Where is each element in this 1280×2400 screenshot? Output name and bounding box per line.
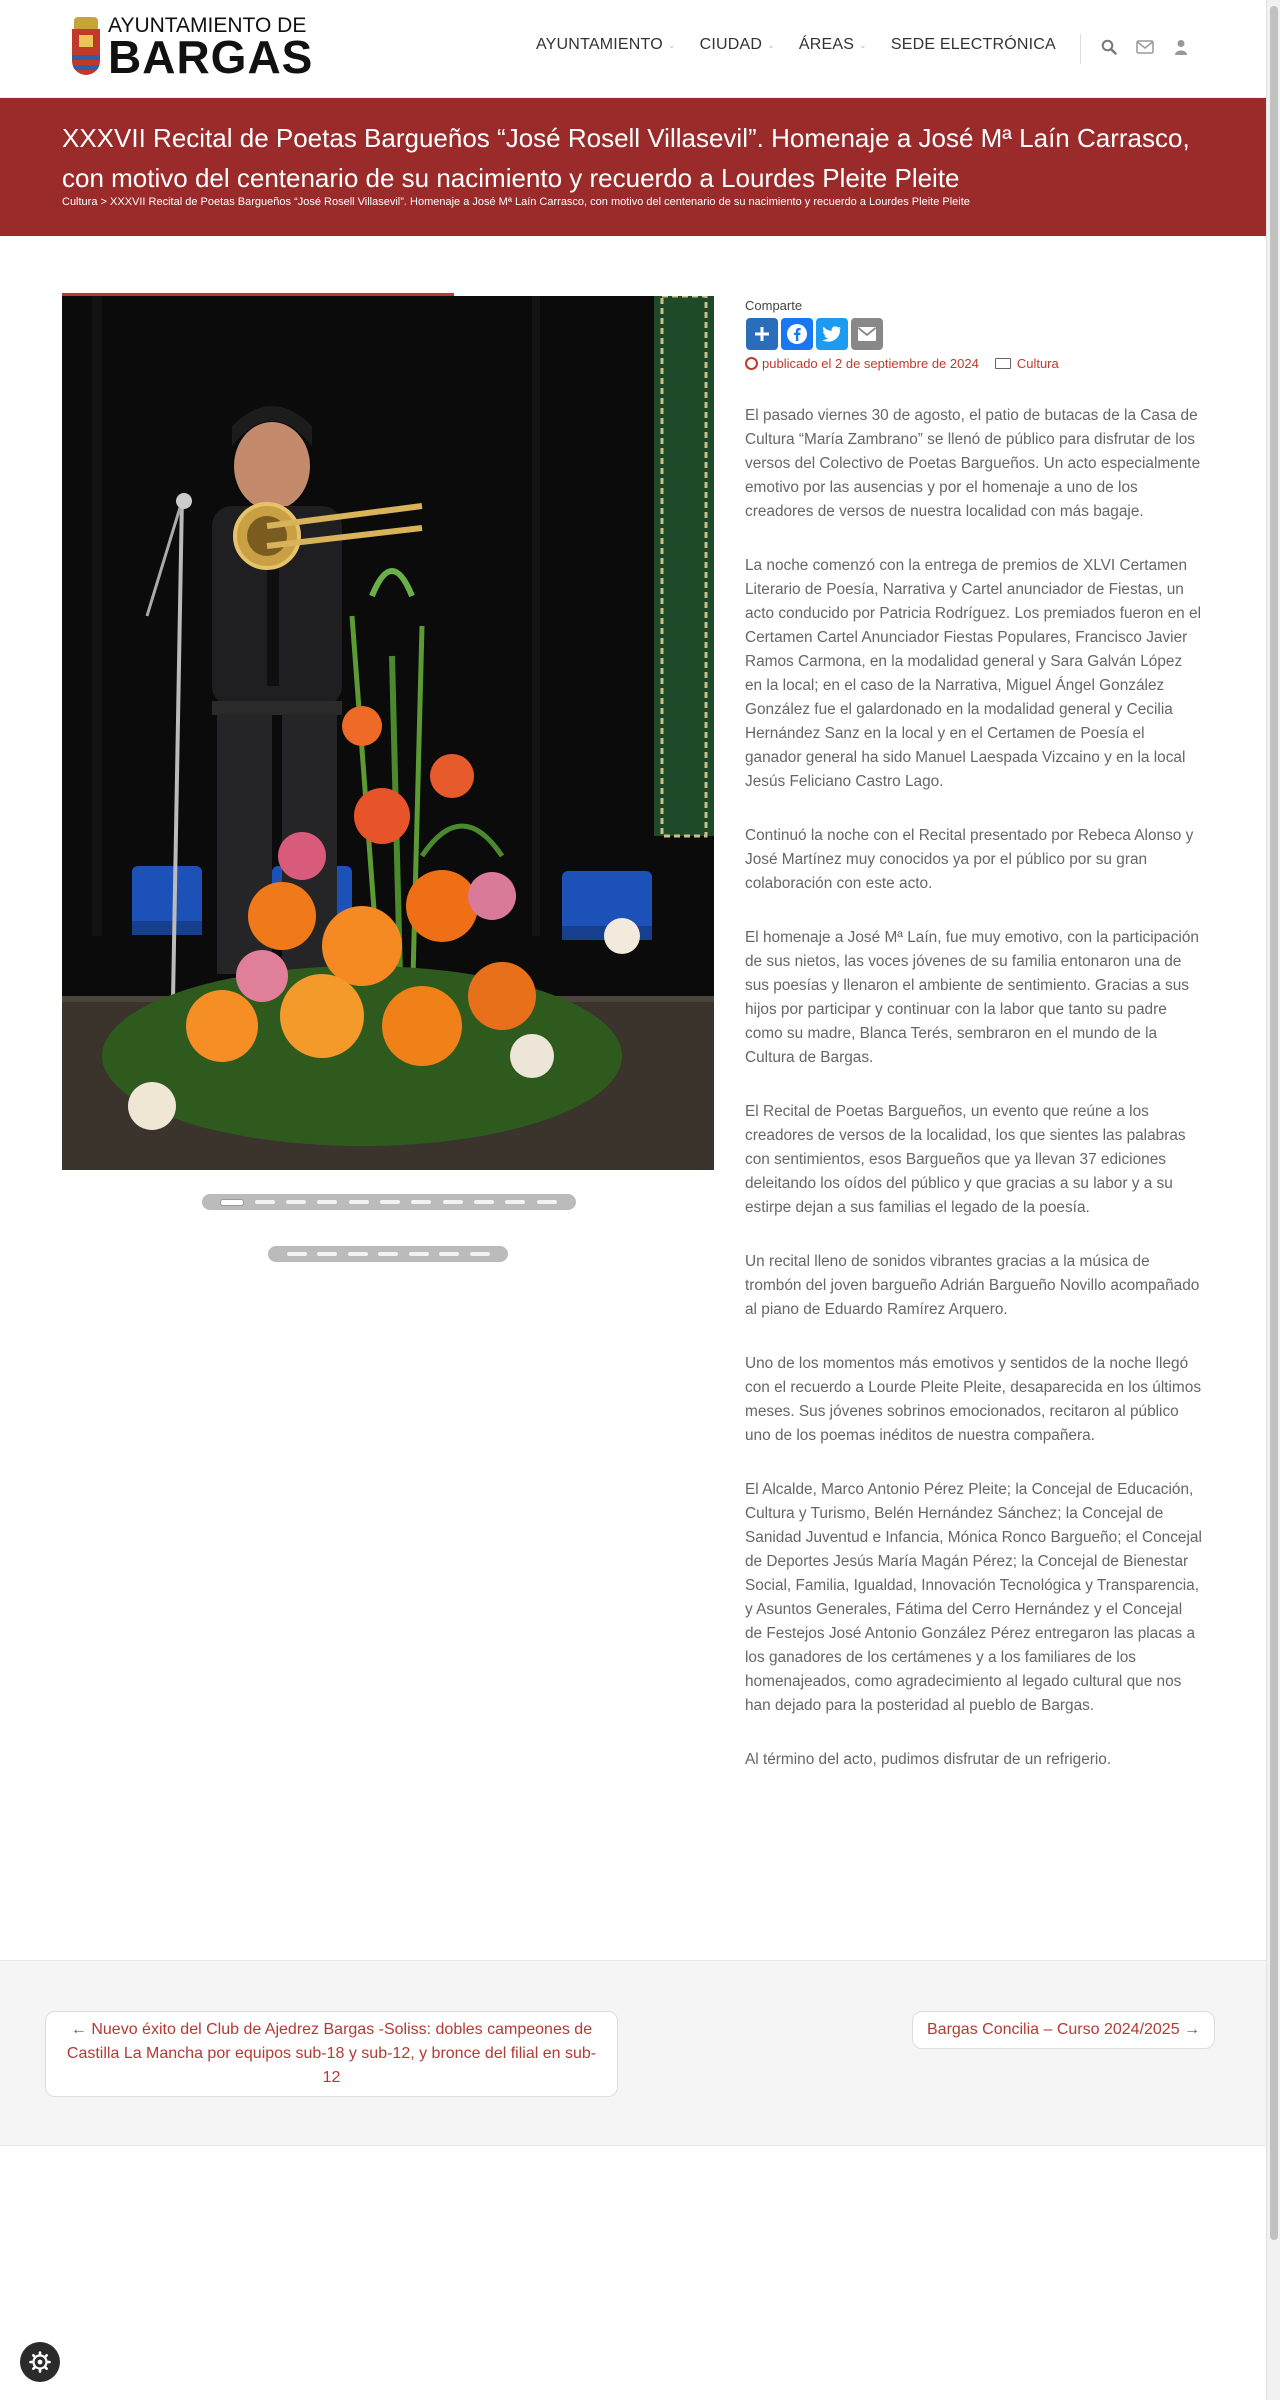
folder-icon xyxy=(995,358,1011,369)
share-icon[interactable] xyxy=(746,318,778,350)
article-paragraph: Uno de los momentos más emotivos y sentidos de la noche llegó con el recuerdo a Lourde Pleite Pleite, desaparecida en los últimos meses. Sus jóvenes sobrinos emocionados, recitaron al público uno de los poemas inéditos de nuestra compañera. xyxy=(745,1355,1202,1444)
page-title: XXXVII Recital de Poetas Bargueños “José Rosell Villasevil”. Homenaje a José Mª Laín Carrasco, con motivo del centenario de su nacimiento y recuerdo a Lourdes Pleite Pleite xyxy=(62,123,1190,193)
nav-item-ayuntamiento[interactable] xyxy=(536,36,676,54)
site-logo[interactable] xyxy=(70,13,314,83)
breadcrumb-link-cultura[interactable]: Cultura xyxy=(62,196,98,208)
slider-dot[interactable] xyxy=(411,1200,431,1204)
breadcrumb xyxy=(62,196,970,208)
article-paragraph: El Recital de Poetas Bargueños, un evento que reúne a los creadores de versos de la localidad, los que sientes las palabras con sentimientos, esos Bargueños que ya llevan 37 ediciones deleitando los oídos del público y que gracias a su labor y a su estirpe dejan a sus familias el legado de la poesía. xyxy=(745,1103,1186,1216)
nav-item-label: SEDE ELECTRÓNICA xyxy=(890,36,1056,53)
chevron-down-icon: ⌄ xyxy=(667,39,676,50)
nav-divider xyxy=(1080,34,1081,64)
slider-dot[interactable] xyxy=(378,1252,398,1256)
post-navigation xyxy=(0,1960,1266,2146)
user-icon[interactable] xyxy=(1172,38,1190,56)
breadcrumb-current: XXXVII Recital de Poetas Bargueños “José Rosell Villasevil”. Homenaje a José Mª Laín Carrasco, con motivo del centenario de su nacimiento y recuerdo a Lourdes Pleite Pleite xyxy=(110,196,970,208)
slider-dot[interactable] xyxy=(287,1252,307,1256)
slider-dot[interactable] xyxy=(409,1252,429,1256)
slider-dot[interactable] xyxy=(537,1200,557,1204)
slider-dot[interactable] xyxy=(286,1200,306,1204)
nav-item-ciudad[interactable] xyxy=(700,36,775,54)
article-paragraph: Un recital lleno de sonidos vibrantes gracias a la música de trombón del joven bargueño Adrián Bargueño Novillo acompañado al piano de Eduardo Ramírez Arquero. xyxy=(745,1253,1200,1318)
breadcrumb-separator: > xyxy=(97,196,111,208)
article-paragraph: El Alcalde, Marco Antonio Pérez Pleite; la Concejal de Educación, Cultura y Turismo, Belén Hernández Sánchez; la Concejal de Sanidad Juventud e Infancia, Mónica Ronco Bargueño; el Concejal de Deportes Jesús María Magán Pérez; la Concejal de Bienestar Social, Familia, Igualdad, Innovación Tecnológica y Transparencia, y Asuntos Generales, Fátima del Cerro Hernández y el Concejal de Festejos José Antonio González Pérez entregaron las placas a los ganadores de los certámenes y a los familiares de los homenajeados, como agradecimiento al legado cultural que nos han dejado para la posteridad al pueblo de Bargas. xyxy=(745,1481,1202,1714)
share-label: Comparte xyxy=(745,298,803,313)
chevron-down-icon: ⌄ xyxy=(767,39,775,50)
site-header xyxy=(0,0,1266,98)
next-post-link[interactable]: Bargas Concilia – Curso 2024/2025 → xyxy=(912,2011,1215,2049)
slider-dot[interactable] xyxy=(474,1200,494,1204)
envelope-icon[interactable] xyxy=(1136,38,1154,56)
main-nav xyxy=(536,36,1080,54)
slider-dot[interactable] xyxy=(443,1200,463,1204)
nav-item-label: CIUDAD xyxy=(699,36,763,53)
chevron-down-icon: ⌄ xyxy=(859,39,867,50)
gear-icon[interactable] xyxy=(20,2342,60,2382)
slider-dot[interactable] xyxy=(348,1252,368,1256)
slider-dot[interactable] xyxy=(317,1200,337,1204)
article-paragraph: La noche comenzó con la entrega de premios de XLVI Certamen Literario de Poesía, Narrativa y Cartel anunciador de Fiestas, un acto conducido por Patricia Rodríguez. Los premiados fueron en el Certamen Cartel Anunciador Fiestas Populares, Francisco Javier Ramos Carmona, en la modalidad general y Sara Galván López en la local; en el caso de la Narrativa, Miguel Ángel González González fue el galardonado en la modalidad general y Cecilia Hernández Sanz en la local y en el Certamen de Poesía el ganador general ha sido Manuel Laespada Vizcaino y en la local Jesús Feliciano Castro Lago. xyxy=(745,557,1202,790)
post-category-link[interactable]: Cultura xyxy=(1016,356,1059,371)
slider-dot[interactable] xyxy=(505,1200,525,1204)
article-paragraph: Continuó la noche con el Recital presentado por Rebeca Alonso y José Martínez muy conocidos ya por el público por su gran colaboración con este acto. xyxy=(745,827,1194,892)
nav-item-sede-electronica[interactable] xyxy=(891,36,1056,54)
logo-line2: BARGAS xyxy=(108,30,314,83)
article-paragraph: El homenaje a José Mª Laín, fue muy emotivo, con la participación de sus nietos, las voces jóvenes de su familia entonaron una de sus poesías y llenaron el ambiente de sentimiento. Gracias a sus hijos por participar y continuar con la labor que tanto su padre como su madre, Blanca Terés, sembraron en el mundo de la Cultura de Bargas. xyxy=(745,929,1199,1066)
previous-post-link[interactable]: ← Nuevo éxito del Club de Ajedrez Bargas -Soliss: dobles campeones de Castilla La Mancha por equipos sub-18 y sub-12, y bronce del filial en sub-12 xyxy=(45,2011,618,2097)
twitter-icon[interactable] xyxy=(816,318,848,350)
nav-item-label: ÁREAS xyxy=(798,36,855,53)
article-body xyxy=(745,404,1203,1802)
search-icon[interactable] xyxy=(1100,38,1118,56)
share-buttons xyxy=(746,318,883,350)
coat-of-arms-icon xyxy=(70,17,102,77)
scrollbar-thumb[interactable] xyxy=(1270,6,1278,2240)
slider-dot[interactable] xyxy=(349,1200,369,1204)
slider-dot[interactable] xyxy=(255,1200,275,1204)
post-meta xyxy=(745,356,1059,371)
slider-pagination xyxy=(202,1194,576,1210)
nav-item-areas[interactable] xyxy=(799,36,867,54)
slider-dot[interactable] xyxy=(470,1252,490,1256)
photo-slider[interactable] xyxy=(62,296,714,1170)
email-icon[interactable] xyxy=(851,318,883,350)
post-date[interactable]: publicado el 2 de septiembre de 2024 xyxy=(762,356,979,371)
slider-dot[interactable] xyxy=(439,1252,459,1256)
page-title-band xyxy=(0,98,1266,236)
page-scrollbar[interactable] xyxy=(1266,0,1280,2400)
nav-item-label: AYUNTAMIENTO xyxy=(536,36,663,53)
logo-line1: AYUNTAMIENTO DE xyxy=(108,13,307,37)
article-paragraph: El pasado viernes 30 de agosto, el patio de butacas de la Casa de Cultura “María Zambrano” se llenó de público para disfrutar de los versos del Colectivo de Poetas Bargueños. Un acto especialmente emotivo por las ausencias y por el homenaje a uno de los creadores de versos de nuestra localidad con más bagaje. xyxy=(745,407,1201,520)
header-tools xyxy=(1100,38,1190,56)
slide-photo-trombonist xyxy=(62,296,714,1170)
clock-icon xyxy=(745,357,758,370)
article-paragraph: Al término del acto, pudimos disfrutar de un refrigerio. xyxy=(745,1751,1112,1768)
slider-pagination-secondary xyxy=(268,1246,508,1262)
slider-dot[interactable] xyxy=(221,1200,243,1205)
facebook-icon[interactable] xyxy=(781,318,813,350)
slider-dot[interactable] xyxy=(380,1200,400,1204)
slider-dot[interactable] xyxy=(317,1252,337,1256)
